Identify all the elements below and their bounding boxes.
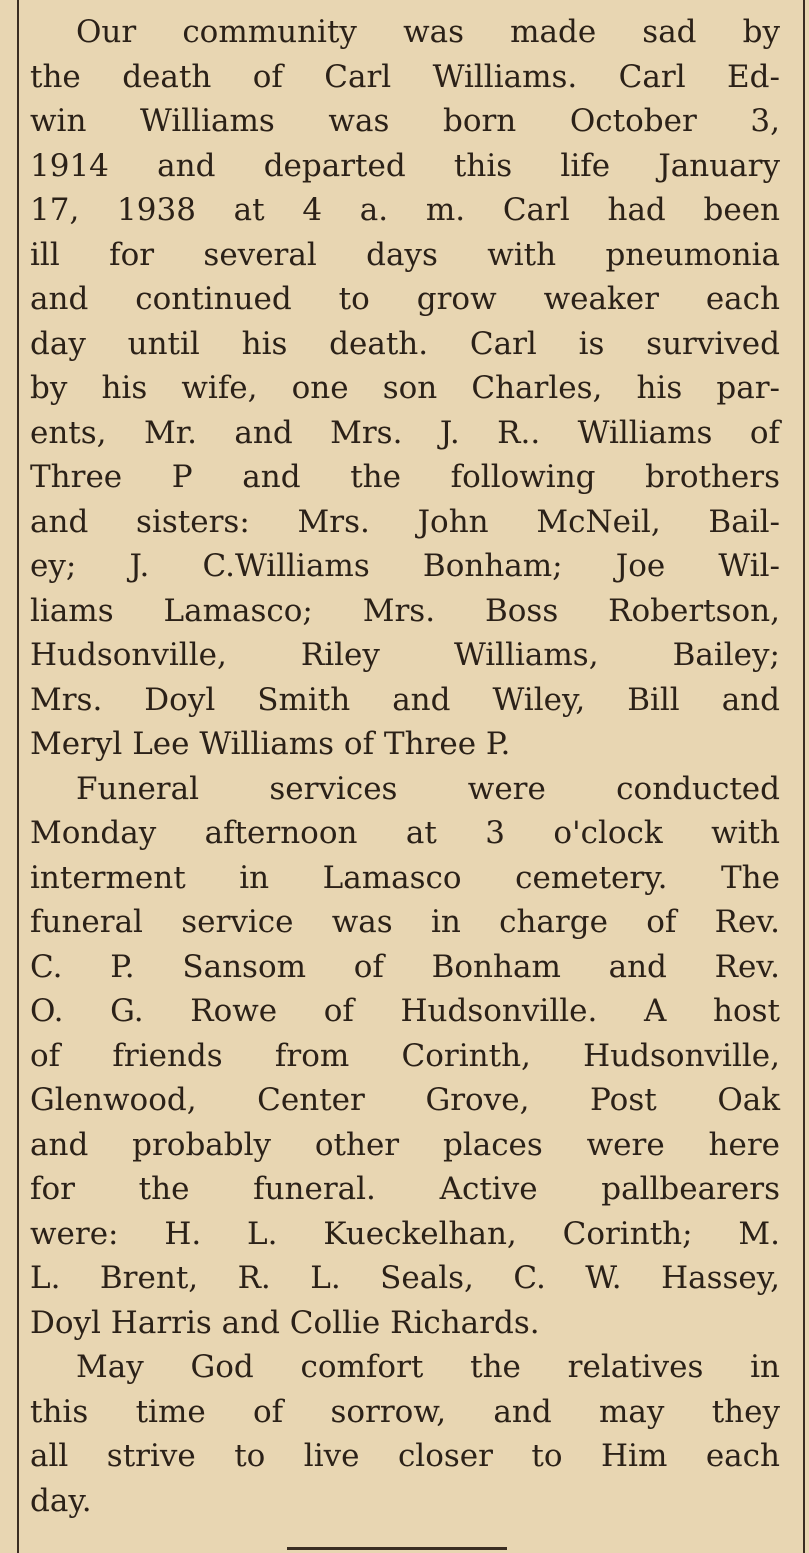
text-line: and continued to grow weaker each: [30, 281, 780, 317]
text-line: Three P and the following brothers: [30, 459, 780, 495]
text-line: ill for several days with pneumonia: [30, 236, 780, 273]
text-line: day until his death. Carl is survived: [30, 325, 780, 362]
text-line: 1914 and departed this life January: [30, 147, 780, 184]
text-line: funeral service was in charge of Rev.: [30, 904, 780, 940]
text-line: liams Lamasco; Mrs. Boss Robertson,: [30, 592, 780, 629]
text-line: and sisters: Mrs. John McNeil, Bail-: [30, 503, 780, 540]
text-line: Funeral services were conducted: [76, 770, 780, 807]
text-line: and probably other places were here: [30, 1126, 780, 1163]
text-line: interment in Lamasco cemetery. The: [30, 859, 780, 896]
paragraph-funeral: [30, 767, 780, 1346]
column-rule-right: [803, 0, 805, 1553]
text-line: were: H. L. Kueckelhan, Corinth; M.: [30, 1215, 780, 1252]
text-line: Glenwood, Center Grove, Post Oak: [30, 1082, 780, 1118]
text-line: Meryl Lee Williams of Three P.: [30, 726, 511, 762]
text-line: day.: [30, 1482, 92, 1519]
text-line: Hudsonville, Riley Williams, Bailey;: [30, 637, 780, 673]
text-line: Doyl Harris and Collie Richards.: [30, 1304, 540, 1341]
text-line: for the funeral. Active pallbearers: [30, 1171, 780, 1207]
end-rule: [287, 1547, 507, 1550]
text-line: 17, 1938 at 4 a. m. Carl had been: [30, 192, 780, 228]
text-line: May God comfort the relatives in: [76, 1349, 780, 1385]
text-line: Our community was made sad by: [76, 14, 780, 50]
obituary-text: [30, 10, 780, 1523]
text-line: ey; J. C.Williams Bonham; Joe Wil-: [30, 548, 780, 584]
paragraph-obituary: [30, 10, 780, 767]
text-line: the death of Carl Williams. Carl Ed-: [30, 58, 780, 95]
text-line: this time of sorrow, and may they: [30, 1393, 780, 1430]
text-line: C. P. Sansom of Bonham and Rev.: [30, 948, 780, 985]
text-line: L. Brent, R. L. Seals, C. W. Hassey,: [30, 1260, 780, 1296]
text-line: all strive to live closer to Him each: [30, 1438, 780, 1474]
text-line: win Williams was born October 3,: [30, 103, 780, 139]
text-line: by his wife, one son Charles, his par-: [30, 370, 780, 406]
text-line: Mrs. Doyl Smith and Wiley, Bill and: [30, 681, 780, 718]
column-rule-left: [17, 0, 19, 1553]
text-line: O. G. Rowe of Hudsonville. A host: [30, 993, 780, 1029]
text-line: Monday afternoon at 3 o'clock with: [30, 815, 780, 851]
paragraph-closing: [30, 1345, 780, 1523]
text-line: of friends from Corinth, Hudsonville,: [30, 1037, 780, 1074]
text-line: ents, Mr. and Mrs. J. R.. Williams of: [30, 414, 780, 451]
